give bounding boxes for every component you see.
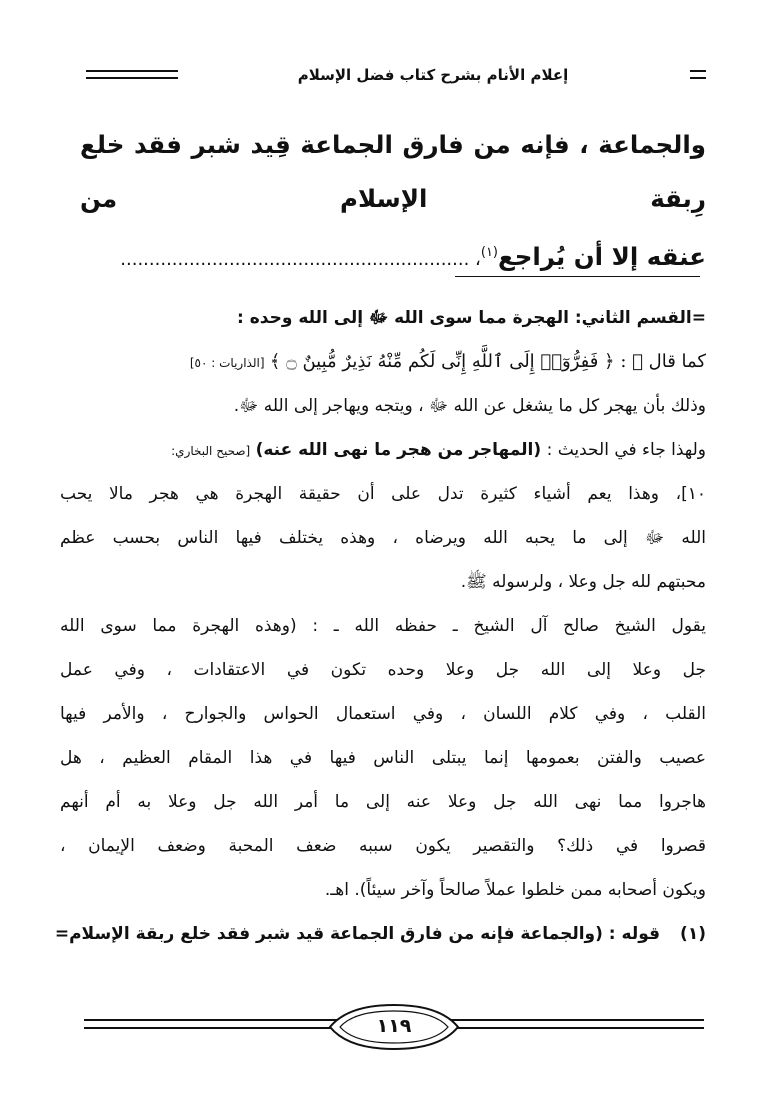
main-line-1: والجماعة ، فإنه من فارق الجماعة قِيد شبر فقد خلع رِبقة الإسلام من bbox=[80, 130, 706, 213]
note-line-5: ١٠]، وهذا يعم أشياء كثيرة تدل على أن حقيقة الهجرة هي هجر مالا يحب bbox=[60, 484, 706, 504]
footer-rule-left bbox=[84, 1019, 346, 1029]
note-line-10: القلب ، وفي كلام اللسان ، وفي استعمال الحواس والجوارح ، والأمر فيها bbox=[60, 704, 706, 724]
note-line-3: وذلك بأن يهجر كل ما يشغل عن الله ﷻ ، ويتجه ويهاجر إلى الله ﷻ. bbox=[233, 396, 706, 416]
footer-rule-right bbox=[442, 1019, 704, 1029]
note-line-4-text: ولهذا جاء في الحديث : bbox=[541, 440, 706, 460]
note-line-13: قصروا في ذلك؟ والتقصير يكون سببه ضعف المحبة وضعف الإيمان ، bbox=[60, 836, 706, 856]
hadith-text: (المهاجر من هجر ما نهى الله عنه) bbox=[255, 440, 542, 460]
note-line-9: جل وعلا إلى الله جل وعلا وحده تكون في الاعتقادات ، وفي عمل bbox=[60, 660, 706, 680]
note-line-6: الله ﷻ إلى ما يحبه الله ويرضاه ، وهذه يختلف فيها الناس بحسب عظم bbox=[60, 528, 706, 548]
note-line-1 bbox=[60, 296, 706, 340]
running-header bbox=[86, 64, 706, 86]
note-line-4 bbox=[60, 428, 706, 472]
page-number-badge bbox=[326, 1003, 462, 1051]
main-text bbox=[80, 118, 706, 287]
note-line-2 bbox=[60, 340, 706, 384]
note-line-7: محبتهم لله جل وعلا ، ولرسوله ﷺ. bbox=[460, 572, 706, 592]
book-title: إعلام الأنام بشرح كتاب فضل الإسلام bbox=[297, 66, 569, 84]
main-line-2 bbox=[80, 226, 706, 287]
main-line-2-dots: ، ............................................................. bbox=[120, 249, 481, 271]
note-line-12: هاجروا مما نهى الله جل وعلا عنه إلى ما أمر الله جل وعلا به أم أنهم bbox=[60, 792, 706, 812]
note-line-14: ويكون أصحابه ممن خلطوا عملاً صالحاً وآخر سيئاً). اهـ. bbox=[324, 880, 706, 900]
page-number: ١١٩ bbox=[376, 1015, 412, 1037]
note-line-11: عصيب والفتن بعمومها إنما يبتلى الناس فيها في هذا المقام العظيم ، هل bbox=[60, 748, 706, 768]
footnote-1 bbox=[54, 912, 706, 956]
header-rule-right bbox=[690, 70, 706, 79]
footnote-ref: (١) bbox=[480, 245, 498, 260]
note-line-1-text: =القسم الثاني: الهجرة مما سوى الله ﷻ إلى الله وحده : bbox=[237, 308, 706, 328]
page-footer bbox=[84, 1003, 704, 1051]
footnotes bbox=[54, 296, 706, 956]
footnote-text: قوله : (والجماعة فإنه من فارق الجماعة قيد شبر فقد خلع ربقة الإسلام= bbox=[54, 924, 660, 944]
footnote-separator bbox=[455, 276, 700, 277]
footnote-number: (١) bbox=[680, 924, 706, 944]
main-line-2-text: عنقه إلا أن يُراجع bbox=[498, 242, 706, 272]
quran-verse: كما قال ﷻ : ﴿ فَفِرُّوٓا۟ إِلَى ٱللَّهِ إِنِّى لَكُم مِّنْهُ نَذِيرٌ مُّبِينٌ ۝ ﴾ bbox=[269, 351, 706, 372]
hadith-reference: [صحيح البخاري: bbox=[171, 444, 251, 458]
verse-reference: [الذاريات : ٥٠] bbox=[189, 356, 265, 370]
note-line-8: يقول الشيخ صالح آل الشيخ ـ حفظه الله ـ : (وهذه الهجرة مما سوى الله bbox=[60, 616, 706, 636]
header-rule-left bbox=[86, 70, 178, 79]
